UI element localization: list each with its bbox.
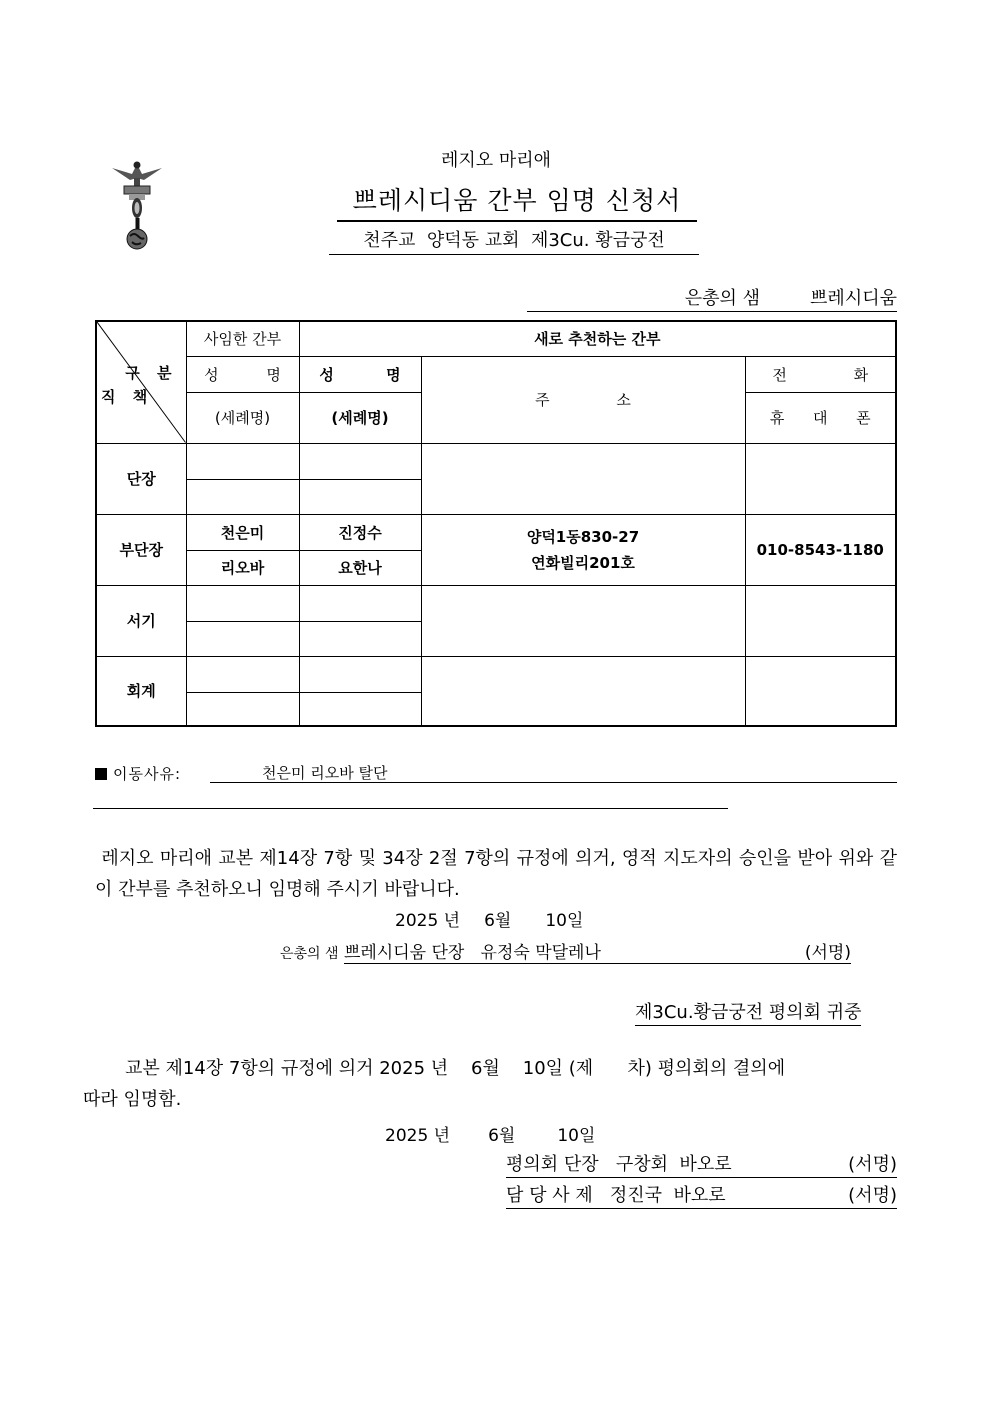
phone-cell[interactable] bbox=[745, 585, 896, 656]
approval-date bbox=[385, 1121, 595, 1146]
address-cell[interactable] bbox=[421, 514, 745, 585]
new-baptismal-cell[interactable] bbox=[299, 479, 421, 514]
phone-cell[interactable]: 010-8543-1180 bbox=[745, 514, 896, 585]
phone-cell[interactable] bbox=[745, 656, 896, 726]
resigned-name-header: 성 명 bbox=[186, 356, 299, 392]
new-officer-header: 새로 추천하는 간부 bbox=[299, 321, 896, 356]
resigned-name-cell[interactable] bbox=[186, 656, 299, 692]
spiritual-director: 담 당 사 제 정진국 바오로 bbox=[506, 1185, 726, 1206]
address-cell[interactable] bbox=[421, 443, 745, 514]
new-name-cell[interactable] bbox=[299, 656, 421, 692]
curia-president-signature-line bbox=[506, 1150, 897, 1178]
square-bullet-icon bbox=[95, 768, 107, 780]
church-name: 천주교 양덕동 교회 제3Cu. 황금궁전 bbox=[329, 226, 699, 255]
table-row-vice-president bbox=[96, 514, 896, 550]
position-label: 직 책 bbox=[101, 388, 154, 406]
new-name-cell[interactable] bbox=[299, 585, 421, 621]
transfer-reason-second-line[interactable] bbox=[93, 808, 728, 809]
president-signature-line bbox=[280, 938, 872, 964]
signature-field[interactable]: (서명) bbox=[848, 1185, 897, 1206]
category-label: 구 분 bbox=[125, 364, 178, 382]
new-name-header: 성 명 bbox=[299, 356, 421, 392]
position-vice-president: 부단장 bbox=[96, 514, 186, 585]
praesidium-name-small: 은총의 샘 bbox=[280, 946, 339, 962]
address-header: 주 소 bbox=[421, 356, 745, 443]
resigned-baptismal-cell[interactable] bbox=[186, 479, 299, 514]
address-cell[interactable] bbox=[421, 656, 745, 726]
praesidium-president-signer: 쁘레시디움 단장 유정숙 막달레나 bbox=[343, 943, 601, 963]
new-baptismal-cell[interactable]: 요한나 bbox=[299, 550, 421, 585]
document-title: 쁘레시디움 간부 임명 신청서 bbox=[337, 181, 697, 222]
position-treasurer: 회계 bbox=[96, 656, 186, 726]
table-row-treasurer bbox=[96, 656, 896, 692]
transfer-reason-label: 이동사유: bbox=[113, 765, 182, 783]
new-name-cell[interactable]: 진정수 bbox=[299, 514, 421, 550]
approval-text-line-1: 교본 제14장 7항의 규정에 의거 2025 년 6월 10일 (제 차) 평의회의 결의에 bbox=[125, 1058, 786, 1079]
approval-date-day: 10일 bbox=[557, 1126, 596, 1146]
spiritual-director-signature-line bbox=[506, 1181, 897, 1209]
resigned-baptismal-cell[interactable] bbox=[186, 692, 299, 726]
position-secretary: 서기 bbox=[96, 585, 186, 656]
praesidium-name: 은총의 샘 bbox=[684, 288, 761, 309]
address-line-1: 양덕1동830-27 bbox=[526, 527, 640, 546]
position-president: 단장 bbox=[96, 443, 186, 514]
corner-header bbox=[96, 321, 186, 443]
new-baptismal-cell[interactable] bbox=[299, 621, 421, 656]
request-date-month: 6월 bbox=[484, 911, 512, 931]
resigned-name-cell[interactable]: 천은미 bbox=[186, 514, 299, 550]
address-cell[interactable] bbox=[421, 585, 745, 656]
resigned-baptismal-header: (세례명) bbox=[186, 392, 299, 443]
resigned-baptismal-cell[interactable]: 리오바 bbox=[186, 550, 299, 585]
address-line-2: 연화빌리201호 bbox=[531, 553, 635, 572]
transfer-reason-underline bbox=[210, 782, 897, 783]
table-row-secretary bbox=[96, 585, 896, 621]
approval-date-year: 2025 년 bbox=[385, 1126, 451, 1146]
approval-text-line-2: 따라 임명함. bbox=[83, 1089, 182, 1110]
mobile-header: 휴 대 폰 bbox=[745, 392, 896, 443]
approval-paragraph bbox=[83, 1053, 895, 1115]
new-baptismal-cell[interactable] bbox=[299, 692, 421, 726]
transfer-reason-value[interactable]: 천은미 리오바 탈단 bbox=[262, 764, 388, 782]
new-baptismal-header: (세례명) bbox=[299, 392, 421, 443]
new-name-cell[interactable] bbox=[299, 443, 421, 479]
signature-field[interactable]: (서명) bbox=[848, 1154, 897, 1175]
transfer-reason-row bbox=[95, 763, 897, 784]
curia-president: 평의회 단장 구창회 바오로 bbox=[506, 1154, 732, 1175]
resigned-header: 사임한 간부 bbox=[186, 321, 299, 356]
request-date-year: 2025 년 bbox=[395, 911, 461, 931]
signature-field[interactable]: (서명) bbox=[804, 943, 851, 963]
resigned-baptismal-cell[interactable] bbox=[186, 621, 299, 656]
organization-name: 레지오 마리애 bbox=[440, 150, 552, 171]
resigned-name-cell[interactable] bbox=[186, 585, 299, 621]
praesidium-name-line bbox=[527, 284, 897, 312]
request-date bbox=[395, 906, 583, 931]
phone-header: 전 화 bbox=[745, 356, 896, 392]
phone-cell[interactable] bbox=[745, 443, 896, 514]
approval-date-month: 6월 bbox=[488, 1126, 516, 1146]
officer-table bbox=[95, 320, 897, 727]
praesidium-type: 쁘레시디움 bbox=[810, 288, 897, 309]
request-paragraph: 레지오 마리애 교본 제14장 7항 및 34장 2절 7항의 규정에 의거, 영적 지도자의 승인을 받아 위와 같이 간부를 추천하오니 임명해 주시기 바랍니다. bbox=[95, 848, 897, 900]
addressee: 제3Cu.황금궁전 평의회 귀중 bbox=[635, 998, 861, 1026]
resigned-name-cell[interactable] bbox=[186, 443, 299, 479]
table-row-president bbox=[96, 443, 896, 479]
request-date-day: 10일 bbox=[545, 911, 584, 931]
